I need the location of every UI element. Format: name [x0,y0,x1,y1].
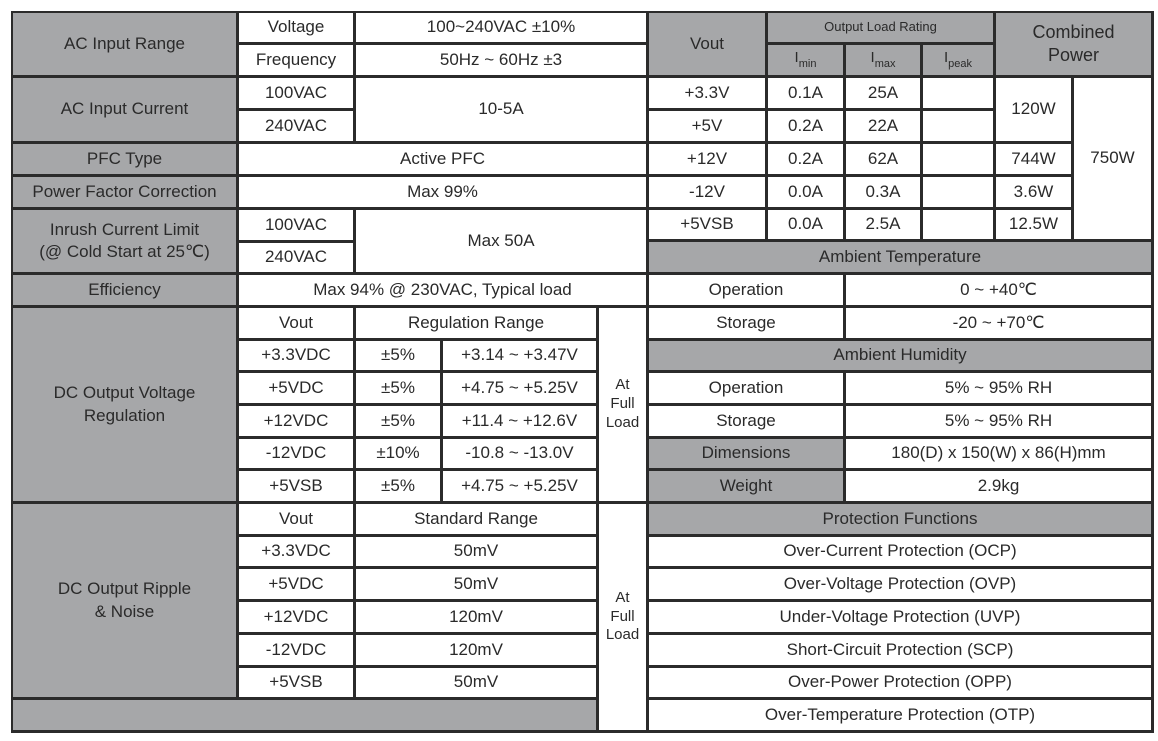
weight-label: Weight [647,469,845,503]
ripple-row-value: 120mV [354,600,598,634]
output-row-vout: +5VSB [647,208,767,241]
reg-row-vout: -12VDC [237,437,355,470]
reg-row-range: +11.4 ~ +12.6V [441,404,598,438]
regulation-label: DC Output Voltage Regulation [11,306,238,503]
reg-row-vout: +12VDC [237,404,355,438]
ripple-header-vout: Vout [237,502,355,536]
imin-header: $I_{min}$ [766,43,845,77]
power-factor-value: Max 99% [237,175,648,209]
combined-power-n12v: 3.6W [994,175,1073,209]
output-row-vout: -12V [647,175,767,209]
power-factor-label: Power Factor Correction [11,175,238,209]
protection-item-opp: Over-Power Protection (OPP) [647,666,1153,699]
output-row-vout: +3.3V [647,76,767,110]
output-row-imin: 0.2A [766,142,845,176]
output-row-imax: 0.3A [844,175,922,209]
pfc-type-label: PFC Type [11,142,238,176]
protection-item-ocp: Over-Current Protection (OCP) [647,535,1153,568]
total-power: 750W [1072,76,1153,241]
output-row-imin: 0.1A [766,76,845,110]
imax-header: $I_{max}$ [844,43,922,77]
ripple-label: DC Output Ripple & Noise [11,502,238,699]
output-row-ipeak [921,142,995,176]
ac-current-240vac: 240VAC [237,109,355,143]
ambient-temperature-header: Ambient Temperature [647,240,1153,274]
voltage-value: 100~240VAC ±10% [354,11,648,44]
regulation-header-vout: Vout [237,306,355,340]
weight-value: 2.9kg [844,469,1153,503]
dimensions-value: 180(D) x 150(W) x 86(H)mm [844,437,1153,470]
output-row-imin: 0.0A [766,208,845,241]
ripple-row-vout: +3.3VDC [237,535,355,568]
regulation-header-range: Regulation Range [354,306,598,340]
ac-current-value: 10-5A [354,76,648,143]
temp-storage-label: Storage [647,306,845,340]
output-row-vout: +12V [647,142,767,176]
ripple-row-value: 50mV [354,535,598,568]
output-row-imin: 0.2A [766,109,845,143]
output-row-imax: 25A [844,76,922,110]
regulation-note: At Full Load [597,306,648,503]
ac-input-range-label: AC Input Range [11,11,238,77]
reg-row-range: +3.14 ~ +3.47V [441,339,598,372]
output-row-imax: 22A [844,109,922,143]
inrush-current-label: Inrush Current Limit (@ Cold Start at 25℃) [11,208,238,274]
temp-operation-label: Operation [647,273,845,307]
protection-item-uvp: Under-Voltage Protection (UVP) [647,600,1153,634]
protection-functions-header: Protection Functions [647,502,1153,536]
frequency-value: 50Hz ~ 60Hz ±3 [354,43,648,77]
ripple-row-vout: +5VDC [237,567,355,601]
reg-row-vout: +3.3VDC [237,339,355,372]
combined-power-3v3-5v: 120W [994,76,1073,143]
inrush-value: Max 50A [354,208,648,274]
combined-power-header: Combined Power [994,11,1153,77]
reg-row-tol: ±10% [354,437,442,470]
protection-item-ovp: Over-Voltage Protection (OVP) [647,567,1153,601]
ripple-row-value: 50mV [354,666,598,699]
efficiency-value: Max 94% @ 230VAC, Typical load [237,273,648,307]
output-row-ipeak [921,109,995,143]
ripple-row-value: 120mV [354,633,598,667]
ipeak-header: $I_{peak}$ [921,43,995,77]
reg-row-vout: +5VDC [237,371,355,405]
combined-power-5vsb: 12.5W [994,208,1073,241]
protection-item-otp: Over-Temperature Protection (OTP) [647,698,1153,732]
reg-row-tol: ±5% [354,469,442,503]
efficiency-label: Efficiency [11,273,238,307]
reg-row-tol: ±5% [354,371,442,405]
humidity-storage-label: Storage [647,404,845,438]
output-load-rating-header: Output Load Rating [766,11,995,44]
reg-row-range: -10.8 ~ -13.0V [441,437,598,470]
dimensions-label: Dimensions [647,437,845,470]
output-row-imax: 2.5A [844,208,922,241]
output-row-ipeak [921,175,995,209]
reg-row-tol: ±5% [354,404,442,438]
ripple-row-vout: +12VDC [237,600,355,634]
humidity-operation-label: Operation [647,371,845,405]
output-row-ipeak [921,208,995,241]
ripple-row-vout: +5VSB [237,666,355,699]
empty-filler [11,698,598,732]
pfc-type-value: Active PFC [237,142,648,176]
protection-item-scp: Short-Circuit Protection (SCP) [647,633,1153,667]
ripple-header-range: Standard Range [354,502,598,536]
ripple-row-value: 50mV [354,567,598,601]
output-row-imax: 62A [844,142,922,176]
voltage-label: Voltage [237,11,355,44]
ambient-humidity-header: Ambient Humidity [647,339,1153,372]
inrush-100vac: 100VAC [237,208,355,242]
humidity-storage-value: 5% ~ 95% RH [844,404,1153,438]
ac-input-current-label: AC Input Current [11,76,238,143]
output-header-vout: Vout [647,11,767,77]
inrush-240vac: 240VAC [237,241,355,274]
ripple-note: At Full Load [597,502,648,732]
output-row-vout: +5V [647,109,767,143]
temp-operation-value: 0 ~ +40℃ [844,273,1153,307]
humidity-operation-value: 5% ~ 95% RH [844,371,1153,405]
reg-row-range: +4.75 ~ +5.25V [441,371,598,405]
output-row-imin: 0.0A [766,175,845,209]
ripple-row-vout: -12VDC [237,633,355,667]
temp-storage-value: -20 ~ +70℃ [844,306,1153,340]
frequency-label: Frequency [237,43,355,77]
combined-power-12v: 744W [994,142,1073,176]
reg-row-range: +4.75 ~ +5.25V [441,469,598,503]
reg-row-vout: +5VSB [237,469,355,503]
output-row-ipeak [921,76,995,110]
reg-row-tol: ±5% [354,339,442,372]
ac-current-100vac: 100VAC [237,76,355,110]
